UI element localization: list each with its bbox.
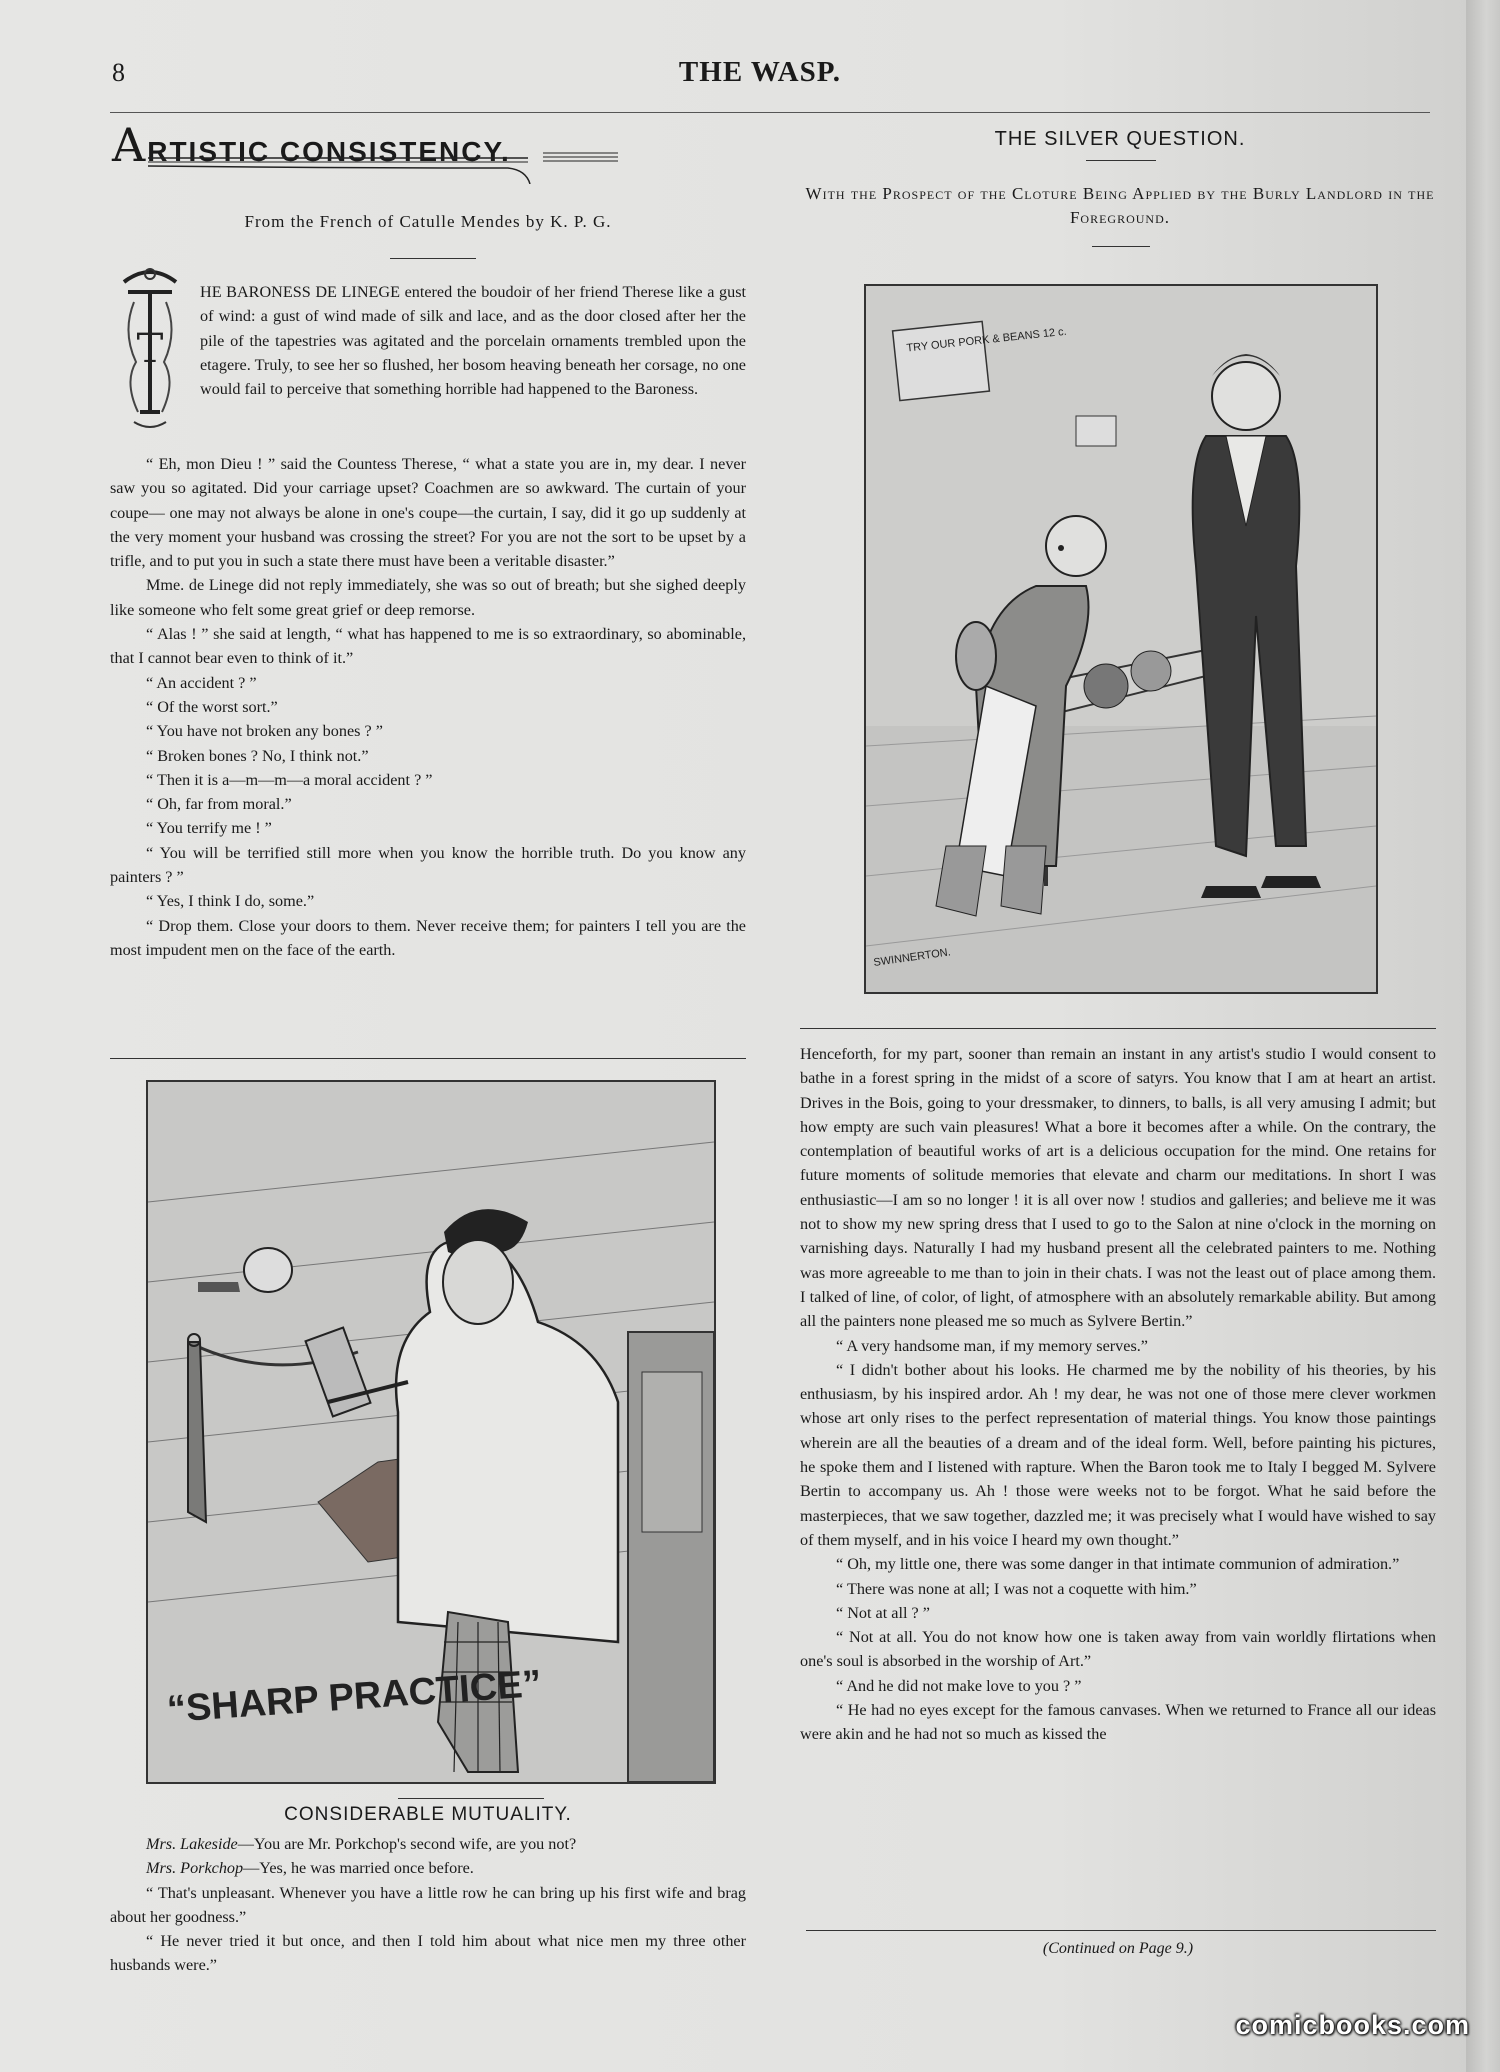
right-column-rule — [800, 1028, 1436, 1029]
silver-question-subtitle: With the Prospect of the Cloture Being Applied by the Burly Landlord in the Foreground. — [805, 184, 1435, 227]
paragraph: “ I didn't bother about his looks. He charmed me by the nobility of his theories, by his enthusiasm, by his inspired ardor. Ah ! my dear, he was not one of those mere clever workmen whose art only rises to the perfect representation of material things. You know those paintings wherein are all the beauties of a dream and of the ideal form. Well, before painting his pictures, he spoke them and I listened with rapture. When the Baron took me to Italy I begged M. Sylvere Bertin to accompany us. Ah ! those were weeks not to be forgot. What he said before the masterpieces, that we saw together, dazzled me; it was precisely what I would have wished to say of them myself, and in his voice I heard my own thought.” — [800, 1360, 1436, 1549]
mutuality-top-rule — [398, 1798, 544, 1799]
sharp-practice-caption: “SHARP PRACTICE” — [165, 1662, 543, 1731]
dialogue-line — [110, 1856, 746, 1880]
paragraph: “ Oh, far from moral.” — [146, 795, 292, 814]
silver-title-rule — [1086, 160, 1156, 161]
dialogue-line — [110, 1832, 746, 1856]
dropcap-letter: T — [136, 326, 164, 372]
mutuality-title: CONSIDERABLE MUTUALITY. — [284, 1804, 572, 1825]
dialogue-text: —Yes, he was married once before. — [243, 1859, 474, 1878]
title-rest: RTISTIC CONSISTENCY. — [147, 136, 511, 167]
watermark: comicbooks.com — [1235, 2010, 1470, 2040]
subtitle-rule — [390, 258, 476, 259]
paragraph: “ That's unpleasant. Whenever you have a little row he can bring up his first wife and brag about her goodness.” — [110, 1883, 746, 1926]
artist-signature: SWINNERTON. — [872, 946, 952, 969]
paragraph: “ And he did not make love to you ? ” — [836, 1676, 1082, 1695]
sharp-practice-drawing — [148, 1082, 714, 1782]
paragraph: “ He had no eyes except for the famous canvases. When we returned to France all our ideas were akin and he had not so much as kissed the — [800, 1701, 1436, 1744]
speaker-name: Mrs. Porkchop — [146, 1859, 244, 1878]
silver-question-drawing — [866, 286, 1376, 992]
paragraph: “ Then it is a—m—m—a moral accident ? ” — [146, 770, 433, 789]
title-initial: A — [112, 118, 148, 172]
silver-question-title: THE SILVER QUESTION. — [994, 128, 1246, 150]
paragraph: “ Yes, I think I do, some.” — [146, 892, 315, 911]
mutuality-body — [110, 1832, 746, 1978]
paragraph: “ There was none at all; I was not a coquette with him.” — [836, 1579, 1197, 1598]
title-flourish — [148, 148, 618, 184]
page-number: 8 — [112, 58, 125, 87]
paragraph: “ Not at all. You do not know how one is taken away from vain worldly flirtations when one's soul is absorbed in the worship of Art.” — [800, 1628, 1436, 1671]
article-continuation — [800, 1042, 1436, 1747]
paragraph: “ You have not broken any bones ? ” — [146, 722, 383, 741]
paragraph: “ Not at all ? ” — [836, 1603, 930, 1622]
page-edge-shadow — [1466, 0, 1500, 2072]
paragraph: “ Of the worst sort.” — [146, 697, 278, 716]
paragraph: “ Alas ! ” she said at length, “ what has happened to me is so extraordinary, so abominable, that I cannot bear even to think of it.” — [110, 625, 746, 668]
paragraph: Mme. de Linege did not reply immediately, she was so out of breath; but she sighed deeply like someone who felt some great grief or deep remorse. — [110, 576, 746, 619]
speaker-name: Mrs. Lakeside — [146, 1835, 238, 1853]
article-body-left — [110, 452, 746, 962]
paragraph: “ Oh, my little one, there was some danger in that intimate communion of admiration.” — [836, 1555, 1400, 1574]
article-opening — [110, 280, 746, 440]
article-subtitle: From the French of Catulle Mendes by K. P. G. — [244, 212, 612, 231]
continued-on-note: (Continued on Page 9.) — [1042, 1940, 1194, 1957]
dialogue-text: —You are Mr. Porkchop's second wife, are you not? — [237, 1835, 577, 1853]
paragraph: “ A very handsome man, if my memory serves.” — [836, 1336, 1148, 1355]
paragraph: “ You terrify me ! ” — [146, 819, 272, 838]
paragraph: “ Drop them. Close your doors to them. Never receive them; for painters I tell you are the most impudent men on the face of the earth. — [110, 916, 746, 959]
paragraph: “ You will be terrified still more when you know the horrible truth. Do you know any painters ? ” — [110, 843, 746, 887]
paragraph: “ Eh, mon Dieu ! ” said the Countess Therese, “ what a state you are in, my dear. I never saw you so agitated. Did your carriage upset? Coachmen are so awkward. The curtain of your coupe— one may not always be alone in one's coupe—the curtain, I say, did it go up suddenly at the very moment your husband was crossing the street? For you are not the sort to be upset by a trifle, and to put you in such a state there must have been a veritable disaster.” — [110, 455, 746, 571]
column-divider-rule — [110, 1058, 746, 1059]
continued-rule — [806, 1930, 1436, 1931]
paragraph: “ Broken bones ? No, I think not.” — [146, 746, 369, 765]
opening-text: HE BARONESS DE LINEGE entered the boudoir of her friend Therese like a gust of wind: a gust of wind made of silk and lace, and as the door closed after her the pile of the tapestries was agitated and the porcelain ornaments trembled upon the etagere. Truly, to see her so flushed, her bosom heaving beneath her corsage, no one would fail to perceive that something horrible had happened to the Baroness. — [200, 283, 746, 399]
paragraph: “ He never tried it but once, and then I told him about what nice men my three other husbands were.” — [110, 1932, 746, 1975]
silver-question-illustration — [864, 284, 1378, 994]
paragraph: Henceforth, for my part, sooner than remain an instant in any artist's studio I would consent to bathe in a forest spring in the midst of a score of satyrs. You know that I am at heart an artist. Drives in the Bois, going to your dressmaker, to dinners, to balls, is all very amusing I admit; but how empty are such vain pleasures! What a bore it becomes after a while. On the contrary, the contemplation of beautiful works of art is a delicious occupation for the mind. One retains for future moments of solitude memories that elevate and charm our meditations. In short I was enthusiastic—I am so no longer ! it is all over now ! studios and galleries; and believe me it was not to show my new spring dress that I used to go to the Salon at nine o'clock in the morning on varnishing days. Naturally I had my husband present all the celebrated painters to me. Nothing was more agreeable to me than to join in their chats. I was not the least out of place among them. I talked of line, of color, of light, of atmosphere with an absolutely remarkable ability. But among all the painters none pleased me so much as Sylvere Bertin.” — [800, 1045, 1436, 1331]
pork-beans-sign: TRY OUR PORK & BEANS 12 c. — [905, 325, 1068, 355]
masthead: THE WASP. — [678, 56, 842, 88]
sharp-practice-illustration — [146, 1080, 716, 1784]
silver-subtitle-rule — [1092, 246, 1150, 247]
paragraph: “ An accident ? ” — [146, 673, 257, 692]
masthead-rule — [110, 112, 1430, 113]
